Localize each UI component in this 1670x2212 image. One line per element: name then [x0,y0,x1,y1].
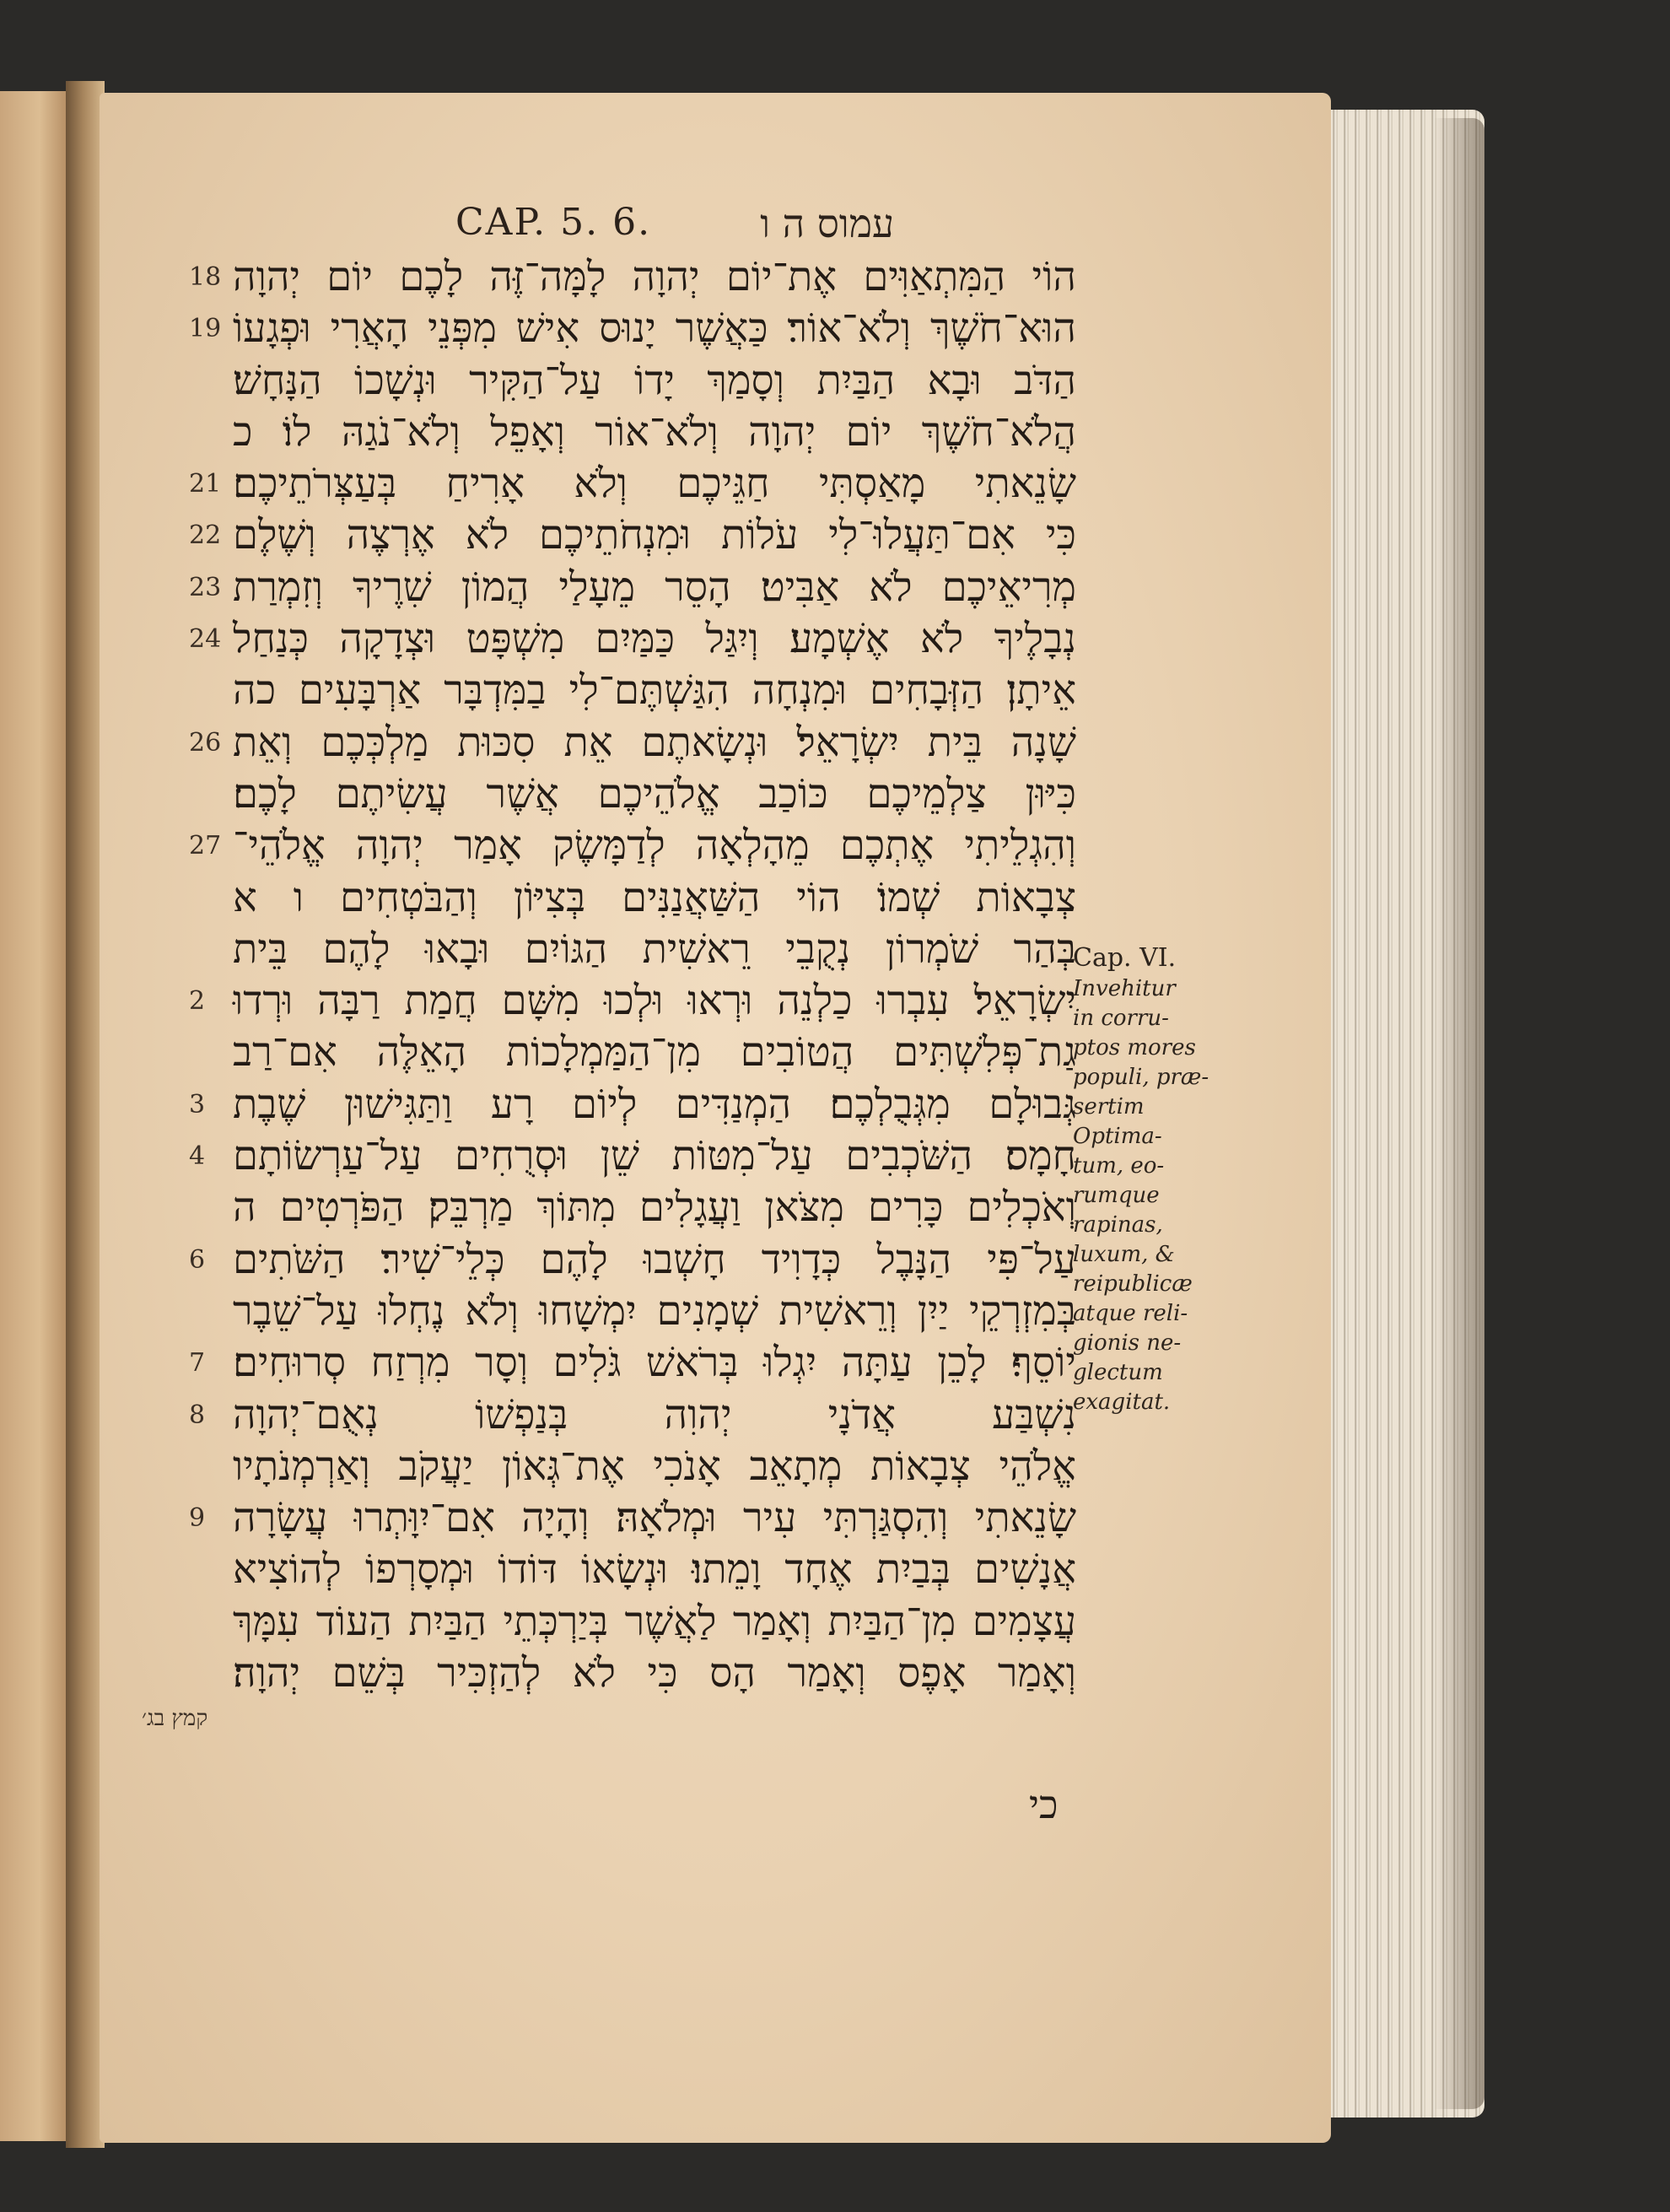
text-line [233,407,1076,458]
line-text: שָׂנֵאתִי מָאַסְתִּי חַגֵּיכֶם וְלֹא אָרִיחַ בְּעַצְּרֹתֵיכֶם׃ [233,460,1076,508]
line-text: נִשְׁבַּע אֲדֹנָי יְהוִה בְּנַפְשׁוֹ נְאֻם־יְהוָה [233,1390,1076,1438]
margin-note-line: in corru- [1073,1006,1169,1031]
line-text: עַל־פִּי הַנָּבֶל כְּדָוִיד חָשְׁבוּ לָהֶם כְּלֵי־שִׁיר׃ הַשֹּׁתִים [233,1235,1076,1283]
line-text: וְהִגְלֵיתִי אֶתְכֶם מֵהָלְאָה לְדַמָּשֶׂק אָמַר יְהוָה אֱלֹהֵי־ [233,822,1076,870]
text-line [233,355,1076,407]
margin-note-line: rapinas, [1073,1212,1163,1238]
margin-note-line: Optima- [1073,1124,1162,1149]
line-text: יוֹסֵף׃ לָכֵן עַתָּה יִגְלוּ בְּרֹאשׁ גֹּלִים וְסָר מִרְזַח סְרוּחִים׃ [233,1339,1076,1387]
line-text: גְּבוּלָם מִגְּבֻלְכֶם׃ הַמְנַדִּים לְיוֹם רָע וַתַּגִּישׁוּן שֶׁבֶת [233,1080,1076,1128]
line-text: בְּמִזְרְקֵי יַיִן וְרֵאשִׁית שְׁמָנִים יִמְשָׁחוּ וְלֹא נֶחְלוּ עַל־שֵׁבֶר [233,1287,1077,1335]
line-text: אֱלֹהֵי צְבָאוֹת מְתָאֵב אָנֹכִי אֶת־גְּאוֹן יַעֲקֹב וְאַרְמְנֹתָיו [233,1442,1076,1490]
text-line [189,1130,1076,1182]
line-text: הַדֹּב וּבָא הַבַּיִת וְסָמַךְ יָדוֹ עַל־הַקִּיר וּנְשָׁכוֹ הַנָּחָשׁ׃ [233,356,1076,404]
line-text: הוּא־חֹשֶׁךְ וְלֹא־אוֹר׃ כַּאֲשֶׁר יָנוּס אִישׁ מִפְּנֵי הָאֲרִי וּפְגָעוֹ [233,305,1076,353]
line-text: אֵיתָן׃ הַזְּבָחִים וּמִנְחָה הִגַּשְׁתֶּם־לִי בַמִּדְבָּר אַרְבָּעִים כה [233,666,1076,715]
hebrew-text-block [189,251,1077,1699]
margin-note-line: tum, eo- [1073,1153,1165,1179]
margin-note-line: rumque [1073,1183,1160,1208]
margin-note-line: populi, præ- [1073,1065,1209,1090]
text-line [189,1492,1076,1544]
verse-number: 4 [189,1141,206,1172]
margin-note-line: sertim [1073,1094,1145,1119]
verse-number: 6 [189,1244,206,1275]
text-line [189,562,1076,613]
line-text: הוֹי הַמִּתְאַוִּים אֶת־יוֹם יְהוָה לָמָּה־זֶּה לָכֶם יוֹם יְהוָה [233,253,1076,300]
text-line [233,1648,1076,1699]
verse-number: 7 [189,1348,206,1378]
line-text: שָׁנָה בֵּית יִשְׂרָאֵל׃ וּנְשָׂאתֶם אֵת סִכּוּת מַלְכְּכֶם וְאֵת [233,718,1076,766]
text-line [233,1544,1076,1595]
text-line [189,975,1076,1027]
verse-number: 21 [189,469,222,499]
running-head-hebrew: עמוס ה ו [760,201,894,246]
catchword: כי [1029,1782,1059,1827]
verse-number: 18 [189,262,222,292]
text-line [233,1596,1076,1648]
verse-number: 19 [189,314,222,344]
text-line [189,303,1076,354]
margin-note-line: gionis ne- [1073,1330,1182,1356]
text-line [233,924,1076,975]
text-line [189,820,1076,871]
text-line [233,769,1076,820]
text-line [233,872,1076,924]
line-text: גַת־פְּלִשְׁתִּים הֲטוֹבִים מִן־הַמַּמְלָכוֹת הָאֵלֶּה אִם־רַב [233,1028,1076,1076]
text-line [189,1234,1076,1286]
text-line [233,665,1076,716]
margin-note-line: ptos mores [1073,1035,1196,1060]
text-line [189,251,1076,303]
text-line [189,1389,1076,1441]
text-line [189,613,1076,665]
verse-number: 9 [189,1503,206,1534]
running-head [455,201,894,251]
verse-number: 22 [189,521,222,551]
line-text: בְּהַר שֹׁמְרוֹן נְקֻבֵי רֵאשִׁית הַגּוֹיִם וּבָאוּ לָהֶם בֵּית [233,925,1076,973]
margin-note-line: glectum [1073,1360,1163,1385]
fore-edge-shadow [1434,118,1484,2109]
line-text: מְרִיאֵיכֶם לֹא אַבִּיט׃ הָסֵר מֵעָלַי הֲמוֹן שִׁרֶיךָ וְזִמְרַת [233,563,1076,611]
line-text: כִּיּוּן צַלְמֵיכֶם כּוֹכַב אֱלֹהֵיכֶם אֲשֶׁר עֲשִׂיתֶם לָכֶם׃ [233,769,1076,817]
verse-number: 2 [189,986,206,1017]
line-text: אֲנָשִׁים בְּבַיִת אֶחָד וָמֵתוּ׃ וּנְשָׂאוֹ דּוֹדוֹ וּמְסָרְפוֹ לְהוֹצִיא [233,1546,1076,1594]
verse-number: 27 [189,831,222,861]
margin-note-line: atque reli- [1073,1301,1188,1326]
text-line [233,1182,1076,1233]
margin-note-line: luxum, & [1073,1242,1175,1267]
margin-note-line: exagitat. [1073,1389,1171,1415]
text-line [189,1337,1076,1389]
text-line [233,1027,1076,1078]
line-text: חָמָס׃ הַשֹּׁכְבִים עַל־מִטּוֹת שֵׁן וּסְרֻחִים עַל־עַרְשׂוֹתָם [233,1132,1076,1180]
line-text: עֲצָמִים מִן־הַבַּיִת וְאָמַר לַאֲשֶׁר בְּיַרְכְּתֵי הַבַּיִת הַעוֹד עִמָּךְ [233,1597,1076,1645]
text-line [189,1079,1076,1130]
text-line [233,1286,1076,1337]
text-line [189,717,1076,769]
margin-note-line: Invehitur [1073,976,1176,1001]
verse-number: 3 [189,1089,206,1119]
line-text: הֲלֹא־חֹשֶׁךְ יוֹם יְהוָה וְלֹא־אוֹר וְאָפֵל וְלֹא־נֹגַהּ לוֹ׃ כ [233,407,1076,456]
verse-number: 26 [189,727,222,758]
running-head-latin: CAP. 5. 6. [455,201,652,244]
line-text: וְאֹכְלִים כָּרִים מִצֹּאן וַעֲגָלִים מִתּוֹךְ מַרְבֵּק׃ הַפֹּרְטִים ה [233,1184,1076,1232]
verse-number: 23 [189,572,222,602]
verse-number: 8 [189,1400,206,1430]
text-line [189,510,1076,561]
printer-signature: קמץ בג׳ [142,1706,208,1731]
margin-note [1073,943,1208,1417]
text-line [233,1441,1076,1492]
line-text: צְבָאוֹת שְׁמוֹ׃ הוֹי הַשַּׁאֲנַנִּים בְּצִיּוֹן וְהַבֹּטְחִים ו א [233,873,1076,921]
line-text: יִשְׂרָאֵל׃ עִבְרוּ כַלְנֵה וּרְאוּ וּלְכוּ מִשָּׁם חֲמַת רַבָּה וּרְדוּ [233,977,1076,1025]
margin-chapter-label: Cap. VI. [1073,943,1177,973]
left-page-edge [0,91,66,2141]
text-line [189,458,1076,510]
line-text: וְאָמַר אָפֶס וְאָמַר הָס כִּי לֹא לְהַזְכִּיר בְּשֵׁם יְהוָה׃ [233,1649,1076,1697]
verse-number: 24 [189,624,222,655]
margin-note-line: reipublicæ [1073,1271,1193,1297]
line-text: שָׂנֵאתִי וְהִסְגַּרְתִּי עִיר וּמְלֹאָהּ׃ וְהָיָה אִם־יִוָּתְרוּ עֲשָׂרָה [233,1494,1076,1542]
line-text: נְבָלֶיךָ לֹא אֶשְׁמָע׃ וְיִגַּל כַּמַּיִם מִשְׁפָּט וּצְדָקָה כְּנַחַל [233,615,1076,663]
line-text: כִּי אִם־תַּעֲלוּ־לִי עֹלוֹת וּמִנְחֹתֵיכֶם לֹא אֶרְצֶה וְשֶׁלֶם [233,511,1076,559]
